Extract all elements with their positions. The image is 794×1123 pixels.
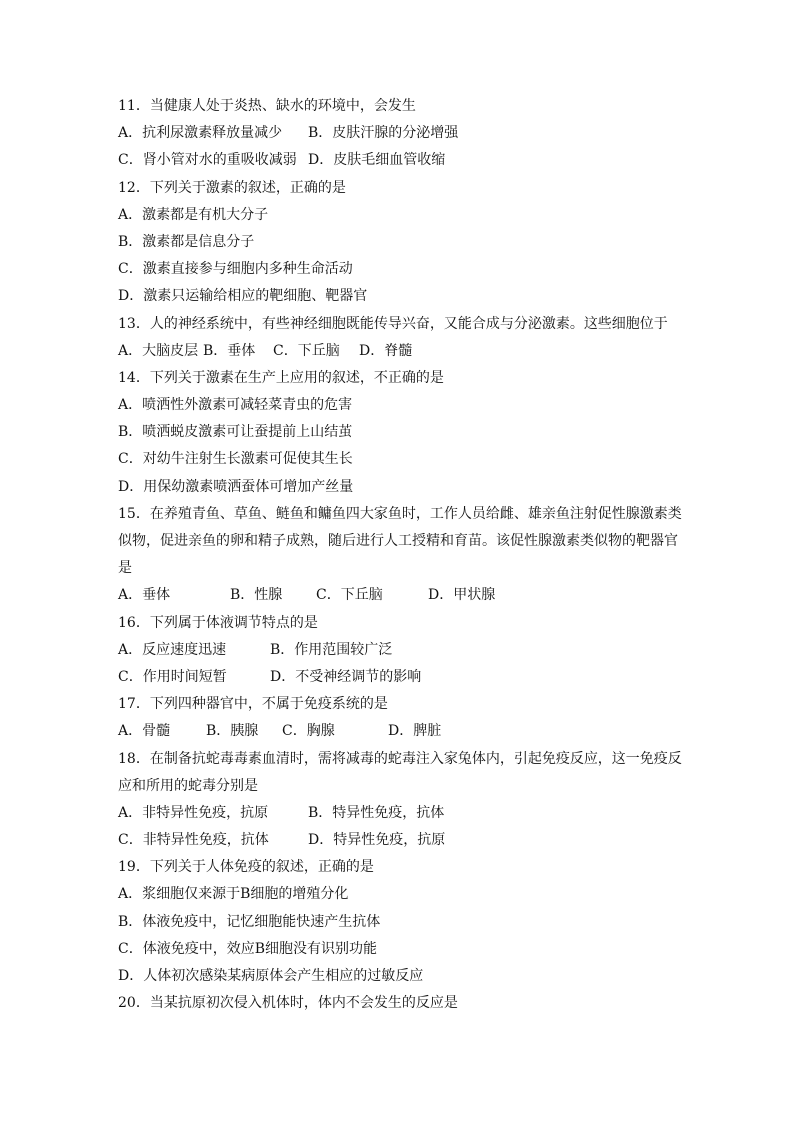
question-16-options-row-1 <box>118 637 684 664</box>
question-17-options-row <box>118 718 684 745</box>
question-16-option-c: C．作用时间短暂 <box>118 668 227 685</box>
question-18-options-row-1 <box>118 800 684 827</box>
question-13-option-c: C．下丘脑 <box>273 342 340 359</box>
question-19-stem: 19．下列关于人体免疫的叙述，正确的是 <box>118 859 374 876</box>
question-12-option-a: A．激素都是有机大分子 <box>118 206 269 223</box>
question-17-stem: 17．下列四种器官中，不属于免疫系统的是 <box>118 696 388 713</box>
question-16-option-a: A．反应速度迅速 <box>118 641 227 658</box>
question-18-option-c: C．非特异性免疫，抗体 <box>118 832 269 849</box>
question-11-options-row-1 <box>118 120 684 147</box>
question-12-stem: 12．下列关于激素的叙述，正确的是 <box>118 179 346 196</box>
question-18-stem-line-1: 18．在制备抗蛇毒毒素血清时，需将减毒的蛇毒注入家兔体内，引起免疫反应，这一免疫反 <box>118 750 682 767</box>
question-15-option-a: A．垂体 <box>118 587 171 604</box>
question-13-option-a: A．大脑皮层 <box>118 342 199 359</box>
question-11-option-d: D．皮肤毛细血管收缩 <box>308 152 446 169</box>
question-16-option-d: D．不受神经调节的影响 <box>270 668 422 685</box>
question-12-option-d: D．激素只运输给相应的靶细胞、靶器官 <box>118 288 368 305</box>
question-16-options-row-2 <box>118 664 684 691</box>
question-13-option-d: D．脊髓 <box>359 342 413 359</box>
question-18-option-b: B．特异性免疫，抗体 <box>308 804 445 821</box>
question-14-option-a: A．喷洒性外激素可减轻菜青虫的危害 <box>118 397 353 414</box>
question-17-option-c: C．胸腺 <box>282 723 335 740</box>
question-15-stem-line-1: 15．在养殖青鱼、草鱼、鲢鱼和鳙鱼四大家鱼时，工作人员给雌、雄亲鱼注射促性腺激素类 <box>118 505 682 522</box>
question-11-option-b: B．皮肤汗腺的分泌增强 <box>308 125 459 142</box>
question-18-option-d: D．特异性免疫，抗原 <box>308 832 446 849</box>
question-list <box>118 93 684 1017</box>
question-15-option-d: D．甲状腺 <box>428 587 496 604</box>
question-19-option-b: B．体液免疫中，记忆细胞能快速产生抗体 <box>118 913 381 930</box>
question-15-stem-line-3: 是 <box>118 560 132 577</box>
question-15-stem-line-2: 似物，促进亲鱼的卵和精子成熟，随后进行人工授精和育苗。该促性腺激素类似物的靶器官 <box>118 533 678 549</box>
question-13-options-row <box>118 338 684 365</box>
question-16-option-b: B．作用范围较广泛 <box>270 641 393 658</box>
question-14-option-b: B．喷洒蜕皮激素可让蚕提前上山结茧 <box>118 424 353 441</box>
question-11-options-row-2 <box>118 147 684 174</box>
question-15-options-row <box>118 582 684 609</box>
question-17-option-a: A．骨髓 <box>118 723 171 740</box>
question-18-stem-line-2: 应和所用的蛇毒分别是 <box>118 777 258 794</box>
question-12-option-b: B．激素都是信息分子 <box>118 233 255 250</box>
question-13-stem: 13．人的神经系统中，有些神经细胞既能传导兴奋，又能合成与分泌激素。这些细胞位于 <box>118 315 668 332</box>
question-19-option-c: C．体液免疫中，效应B细胞没有识别功能 <box>118 940 377 957</box>
question-18-options-row-2 <box>118 827 684 854</box>
question-19-option-d: D．人体初次感染某病原体会产生相应的过敏反应 <box>118 968 424 984</box>
question-15-option-b: B．性腺 <box>230 587 283 604</box>
question-11-stem: 11．当健康人处于炎热、缺水的环境中，会发生 <box>118 98 416 114</box>
question-14-option-d: D．用保幼激素喷洒蚕体可增加产丝量 <box>118 478 354 495</box>
question-11-option-c: C．肾小管对水的重吸收减弱 <box>118 152 297 169</box>
question-11-option-a: A．抗利尿激素释放量减少 <box>118 125 283 142</box>
question-20-stem: 20．当某抗原初次侵入机体时，体内不会发生的反应是 <box>118 995 458 1012</box>
question-13-option-b: B．垂体 <box>203 342 256 359</box>
question-17-option-b: B．胰腺 <box>206 723 259 740</box>
question-16-stem: 16．下列属于体液调节特点的是 <box>118 614 318 631</box>
question-15-option-c: C．下丘脑 <box>316 587 383 604</box>
question-14-stem: 14．下列关于激素在生产上应用的叙述，不正确的是 <box>118 369 444 386</box>
question-19-option-a: A．浆细胞仅来源于B细胞的增殖分化 <box>118 886 349 903</box>
question-14-option-c: C．对幼牛注射生长激素可促使其生长 <box>118 451 353 468</box>
question-18-option-a: A．非特异性免疫，抗原 <box>118 804 269 821</box>
question-12-option-c: C．激素直接参与细胞内多种生命活动 <box>118 261 353 278</box>
question-17-option-d: D．脾脏 <box>388 723 442 740</box>
